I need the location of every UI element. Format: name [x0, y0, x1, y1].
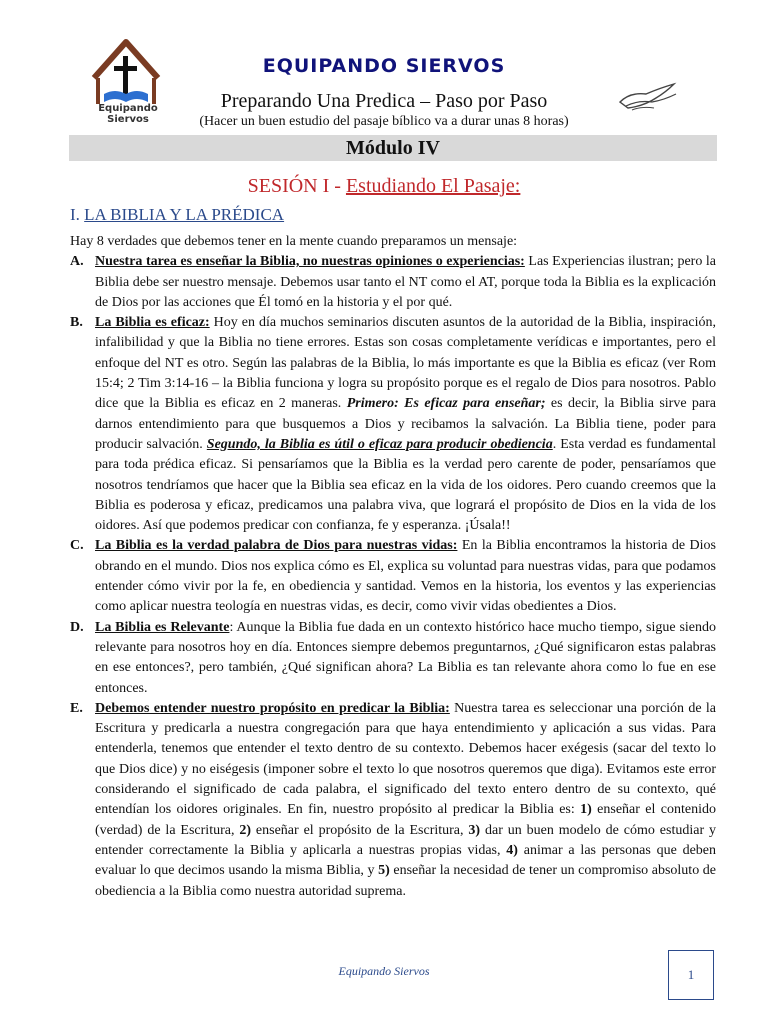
section-heading	[70, 205, 284, 225]
document-subtitle: Preparando Una Predica – Paso por Paso	[220, 90, 548, 112]
brand-title: EQUIPANDO SIERVOS	[262, 55, 506, 77]
list-item	[70, 313, 716, 536]
item-body: . Esta verdad es fundamental para toda prédica eficaz. Si pensaríamos que la Biblia es la verdad pero carente de poder, pensaríamos que nosotros tendríamos que hacer que la Biblia sea eficaz en la vida de los oidores. Pero cuando creemos que la Biblia es poderosa y eficaz, predicamos una palabra viva, que logrará el propósito de Dios en la vida de los oidores. Así que podemos predicar con confianza, fe y esperanza. ¡Úsala!!	[95, 436, 717, 534]
item-emphasis: Primero: Es eficaz para enseñar;	[346, 396, 546, 412]
item-body: Hoy en día muchos seminarios discuten asuntos de la autoridad de la Biblia, inspiración, infalibilidad y que la Biblia no tiene errores. Estas son cosas completamente verídicas e importantes, pero el enfoque del NT es otro. Según las palabras de la Biblia, lo más importante es que la Biblia es eficaz (ver Rom 15:4; 2 Tim 3:14-16 – la Biblia funciona y logra su propósito porque es el regalo de Dios para nosotros. Pablo dice que la Biblia es eficaz en 2 maneras.	[95, 315, 716, 412]
truths-list	[70, 252, 716, 902]
section-title: LA BIBLIA Y LA PRÉDICA	[84, 205, 285, 224]
list-item	[70, 536, 716, 617]
logo-text: Equipando Siervos	[98, 103, 158, 125]
praying-hands-icon	[616, 80, 680, 114]
point-text: enseñar el contenido (verdad) de la Escritura,	[95, 802, 716, 838]
item-letter: E.	[70, 700, 83, 716]
list-item	[70, 618, 716, 699]
point-number: 3)	[468, 822, 481, 838]
item-lead: La Biblia es la verdad palabra de Dios para nuestras vidas:	[95, 538, 458, 554]
item-letter: A.	[70, 254, 84, 270]
item-emphasis: Segundo, la Biblia es útil o eficaz para producir obediencia	[206, 436, 553, 452]
point-number: 2)	[239, 822, 252, 838]
point-number: 4)	[506, 842, 518, 858]
point-number: 1)	[580, 802, 592, 818]
list-item	[70, 252, 716, 313]
intro-paragraph: Hay 8 verdades que debemos tener en la mente cuando preparamos un mensaje:	[70, 234, 518, 249]
section-number: I.	[70, 205, 85, 224]
item-letter: B.	[70, 315, 83, 331]
item-body: Las Experiencias ilustran; pero la Biblia debe ser nuestro mensaje. Debemos usar tanto el NT como el AT, porque toda la Biblia es la explicación de Dios por las acciones que Él tomó en la historia y el por qué.	[95, 254, 717, 310]
page-number: 1	[668, 950, 714, 1000]
item-lead: La Biblia es Relevante	[95, 619, 230, 635]
module-bar: Módulo IV	[69, 135, 717, 161]
item-lead: La Biblia es eficaz:	[95, 315, 210, 331]
point-text: animar a las personas que deben evaluar lo que decimos usando la misma Biblia, y	[95, 842, 717, 879]
main-content	[70, 232, 716, 902]
list-item	[70, 699, 716, 902]
point-text: dar un buen modelo de cómo estudiar y entender correctamente la Biblia y aplicarla a nuestras propias vidas,	[95, 822, 717, 858]
point-text: enseñar el propósito de la Escritura,	[251, 822, 469, 838]
item-body: : Aunque la Biblia fue dada en un contexto histórico hace mucho tiempo, sigue siendo relevante para nosotros hoy en día. Entonces siempre debemos preguntarnos, ¿Qué significaron estas palabras en ese entonces?, pero también, ¿Qué significan ahora? La Biblia es tan relevante ahora como lo fue en ese entonces.	[95, 619, 717, 696]
item-letter: D.	[70, 619, 84, 635]
item-body: En la Biblia encontramos la historia de Dios obrando en el mundo. Dios nos explica cómo es El, explica su voluntad para nuestras vidas, para que podamos entender cómo vivir por la fe, en obediencia y santidad. Vemos en la historia, los eventos y las experiencias como aplicar nuestra teología en nuestras vidas, es decir, como vivir vidas obedientes a Dios.	[95, 538, 716, 615]
point-number: 5)	[378, 863, 390, 879]
point-text: enseñar la necesidad de tener un compromiso absoluto de obediencia a la Biblia como nuestra autoridad suprema.	[95, 863, 717, 899]
session-name: Estudiando El Pasaje:	[345, 175, 521, 197]
duration-note: (Hacer un buen estudio del pasaje bíblico va a durar unas 8 horas)	[199, 114, 569, 129]
session-title	[0, 175, 768, 198]
item-letter: C.	[70, 538, 84, 554]
item-body: es decir, la Biblia sirve para darnos entendimiento para que busquemos a Dios y recibamos la salvación. La Biblia tiene, poder para producir salvación.	[95, 396, 717, 452]
footer-text: Equipando Siervos	[338, 964, 430, 978]
item-lead: Debemos entender nuestro propósito en predicar la Biblia:	[95, 700, 450, 716]
item-body: Nuestra tarea es seleccionar una porción de la Escritura y predicarla a nuestra congregación para que haya entendimiento y aplicación a sus vidas. Para entenderla, tenemos que entender el texto dentro de su contexto. Debemos hacer exégesis (sacar del texto lo que Dios dice) y no eiségesis (imponer sobre el texto lo que nosotros queremos que diga). Evitamos este error considerando el significado de cada palabra, el significado del texto entero dentro de su contexto, qué entendían los oidores originales. En fin, nuestro propósito al predicar la Biblia es:	[95, 700, 717, 818]
item-lead: Nuestra tarea es enseñar la Biblia, no nuestras opiniones o experiencias:	[95, 254, 525, 270]
session-prefix: SESIÓN I -	[247, 175, 346, 197]
